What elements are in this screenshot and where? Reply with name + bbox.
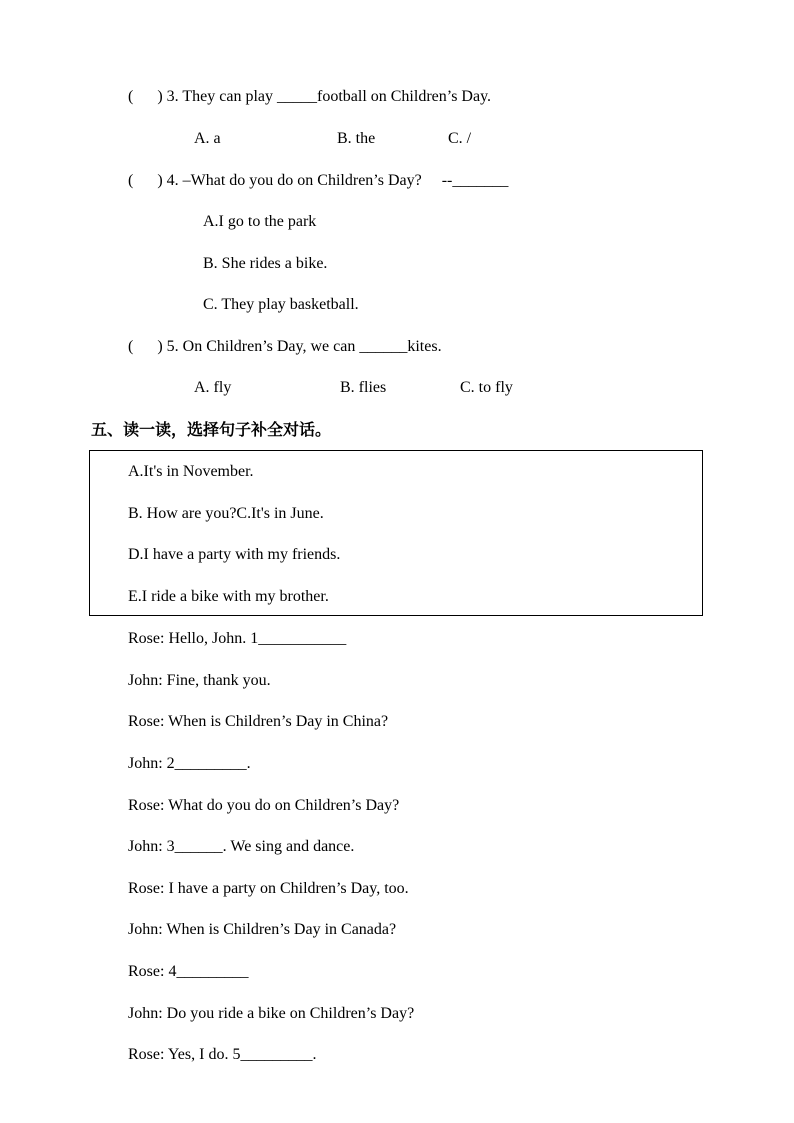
choice-a: A.It's in November. (128, 463, 254, 480)
question-4-stem: ( ) 4. –What do you do on Children’s Day? --_______ (128, 172, 509, 189)
question-4-option-a: A.I go to the park (203, 213, 317, 230)
question-4-option-b: B. She rides a bike. (203, 255, 328, 272)
choice-d: D.I have a party with my friends. (128, 546, 341, 563)
dialogue-line: Rose: Hello, John. 1___________ (128, 630, 347, 647)
question-3-option-a: A. a (194, 130, 221, 147)
question-5-option-a: A. fly (194, 379, 232, 396)
question-3-option-b: B. the (337, 130, 376, 147)
dialogue-line: Rose: I have a party on Children’s Day, too. (128, 880, 409, 897)
dialogue-line: John: 2_________. (128, 755, 251, 772)
dialogue-line: Rose: Yes, I do. 5_________. (128, 1046, 317, 1063)
dialogue-line: John: 3______. We sing and dance. (128, 838, 355, 855)
dialogue-line: John: When is Children’s Day in Canada? (128, 921, 397, 938)
question-3-stem: ( ) 3. They can play _____football on Children’s Day. (128, 88, 492, 105)
choice-b-c: B. How are you?C.It's in June. (128, 505, 324, 522)
dialogue-line: John: Fine, thank you. (128, 672, 271, 689)
section-5-heading: 五、读一读，选择句子补全对话。 (91, 420, 332, 439)
question-5-stem: ( ) 5. On Children’s Day, we can ______kites. (128, 338, 442, 355)
dialogue-line: John: Do you ride a bike on Children’s Day? (128, 1005, 415, 1022)
choice-e: E.I ride a bike with my brother. (128, 588, 329, 605)
question-4-option-c: C. They play basketball. (203, 296, 359, 313)
question-3-option-c: C. / (448, 130, 472, 147)
question-5-option-c: C. to fly (460, 379, 513, 396)
dialogue-line: Rose: When is Children’s Day in China? (128, 713, 389, 730)
dialogue-line: Rose: What do you do on Children’s Day? (128, 797, 400, 814)
question-5-option-b: B. flies (340, 379, 387, 396)
dialogue-line: Rose: 4_________ (128, 963, 249, 980)
